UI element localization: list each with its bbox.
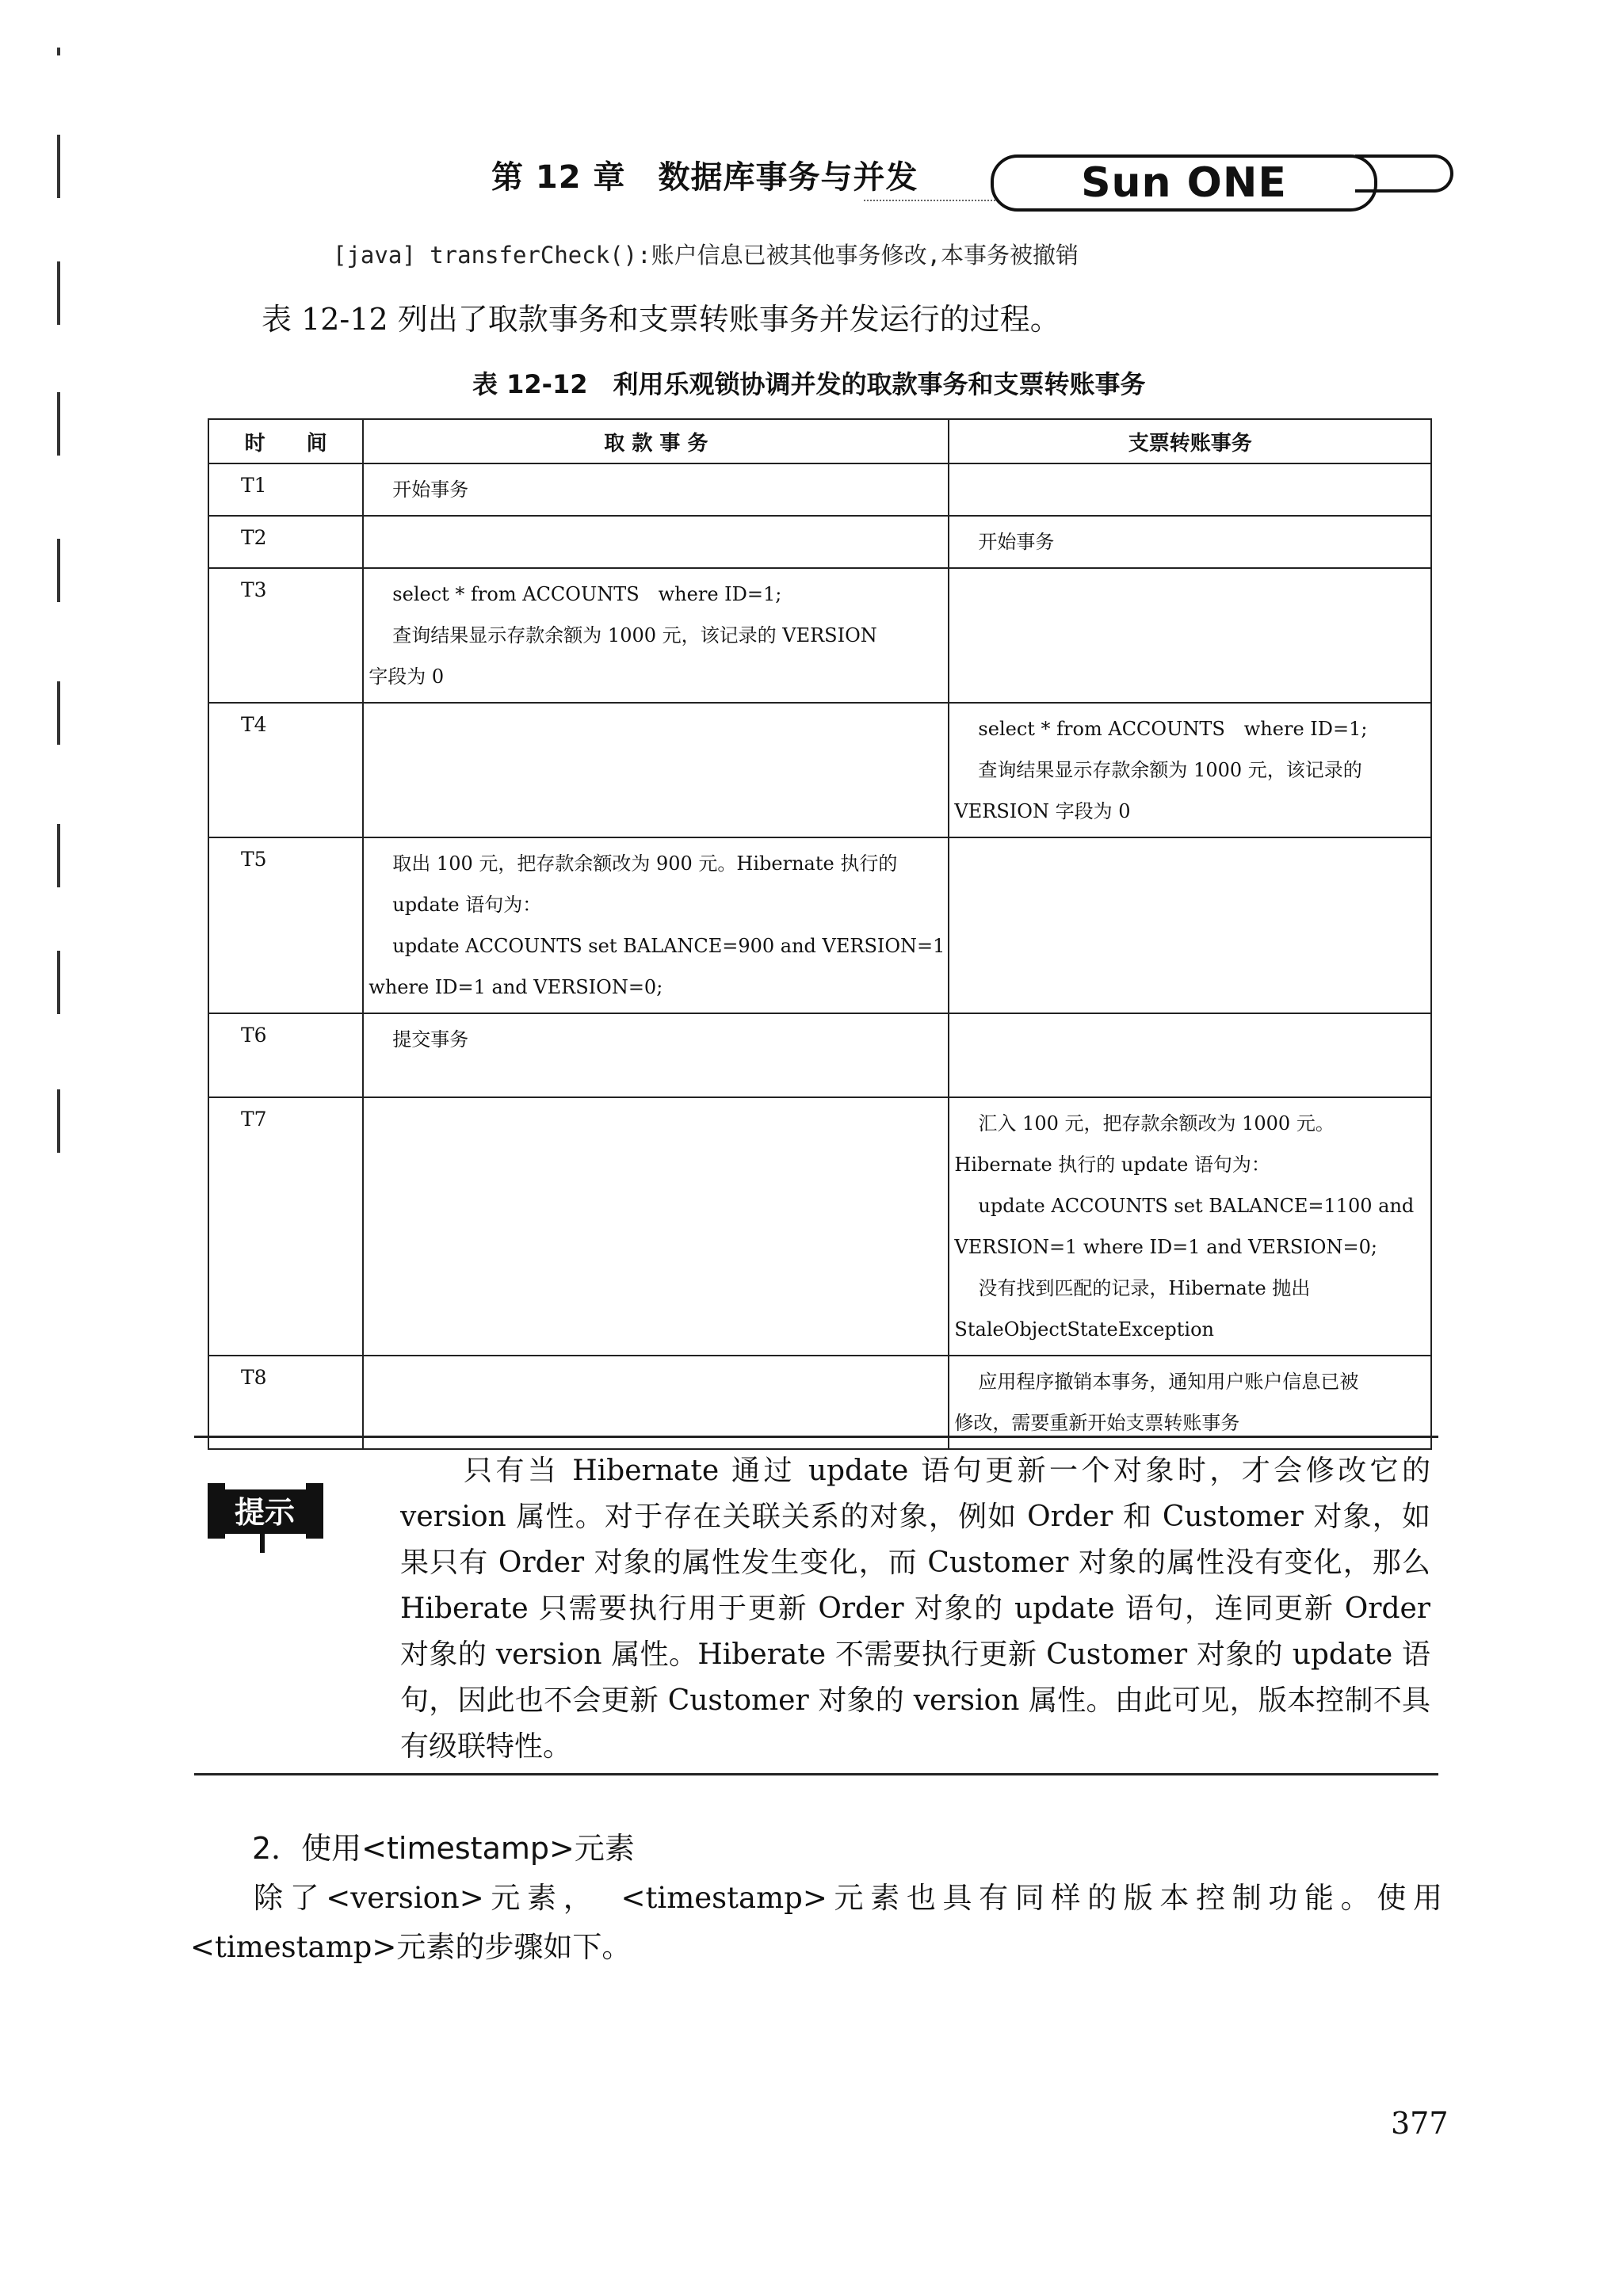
scan-margin-mark [57,261,60,325]
scan-margin-mark [57,539,60,602]
table-row [208,837,1431,1013]
header-time: 时 间 [208,419,363,463]
transfer-cell [949,837,1431,1013]
tip-text [400,1448,1430,1770]
scan-margin-mark [57,681,60,745]
tip-top-rule [194,1436,1438,1438]
transfer-line: update ACCOUNTS set BALANCE=1100 and [978,1195,1415,1217]
time-cell: T5 [208,837,363,1013]
transfer-line: VERSION 字段为 0 [954,800,1131,822]
scan-margin-mark [57,48,60,55]
transfer-line: VERSION=1 where ID=1 and VERSION=0; [954,1236,1377,1258]
page-number: 377 [1391,2106,1449,2141]
transfer-cell [949,703,1431,837]
withdraw-cell [363,1013,949,1097]
logo-text: Sun ONE [1081,159,1287,207]
table-row [208,1013,1431,1097]
intro-paragraph: 表 12-12 列出了取款事务和支票转账事务并发运行的过程。 [262,302,1060,337]
transfer-cell [949,1013,1431,1097]
withdraw-line: update 语句为： [392,894,542,916]
table-row [208,568,1431,703]
logo-tail [1355,154,1453,193]
tip-icon-label: 提示 [234,1495,296,1530]
withdraw-line: 取出 100 元，把存款余额改为 900 元。Hibernate 执行的 [392,852,898,875]
table-row [208,703,1431,837]
time-cell: T6 [208,1013,363,1097]
time-cell: T3 [208,568,363,703]
transfer-line: 开始事务 [978,531,1055,553]
withdraw-line: 开始事务 [392,479,469,501]
transfer-line: 修改，需要重新开始支票转账事务 [954,1412,1240,1434]
time-cell: T4 [208,703,363,837]
scan-margin-mark [57,135,60,198]
tip-bottom-rule [194,1773,1438,1775]
scan-margin-mark [57,951,60,1014]
transaction-table [208,418,1432,1450]
transfer-cell [949,516,1431,568]
withdraw-cell [363,463,949,516]
sun-one-logo [991,154,1450,210]
withdraw-line: 查询结果显示存款余额为 1000 元，该记录的 VERSION [392,624,877,646]
transfer-line: 没有找到匹配的记录，Hibernate 抛出 [978,1277,1311,1299]
withdraw-cell [363,516,949,568]
transfer-line: 汇入 100 元，把存款余额改为 1000 元。 [978,1112,1335,1135]
table-row [208,1097,1431,1356]
table-caption: 表 12-12 利用乐观锁协调并发的取款事务和支票转账事务 [472,369,1146,399]
time-cell: T8 [208,1356,363,1449]
withdraw-line: select * from ACCOUNTS where ID=1; [392,583,782,605]
withdraw-line: where ID=1 and VERSION=0; [369,976,663,998]
header-dotted-line [864,200,999,201]
scan-margin-mark [57,1089,60,1153]
transfer-line: Hibernate 执行的 update 语句为： [954,1154,1270,1176]
transfer-cell [949,568,1431,703]
withdraw-cell [363,837,949,1013]
time-cell: T2 [208,516,363,568]
table-header-row [208,419,1431,463]
section-paragraph: 除了<version>元素， <timestamp>元素也具有同样的版本控制功能。使用<timestamp>元素的步骤如下。 [190,1881,1442,1964]
time-cell: T1 [208,463,363,516]
section-heading: 2．使用<timestamp>元素 [252,1831,635,1866]
transfer-cell [949,463,1431,516]
withdraw-line: 提交事务 [392,1028,469,1051]
logo-capsule [991,154,1377,212]
table-row [208,516,1431,568]
tip-paragraph: 只有当 Hibernate 通过 update 语句更新一个对象时，才会修改它的 version 属性。对于存在关联关系的对象，例如 Order 和 Customer 对象，如果只有 Order 对象的属性发生变化，而 Customer 对象的属性没有变化，那么 Hiberate 只需要执行用于更新 Order 对象的 update 语句，连同更新 Order 对象的 version 属性。Hiberate 不需要执行更新 Customer 对象的 update 语句，因此也不会更新 Customer 对象的 version 属性。由此可见，版本控制不具有级联特性。 [400,1455,1430,1763]
chapter-title: 第 12 章 数据库事务与并发 [491,159,918,196]
withdraw-cell [363,1097,949,1356]
withdraw-cell [363,568,949,703]
table-row [208,463,1431,516]
withdraw-line: update ACCOUNTS set BALANCE=900 and VERSION=1 [392,935,945,957]
scan-margin-mark [57,392,60,456]
transfer-line: select * from ACCOUNTS where ID=1; [978,718,1368,740]
withdraw-line: 字段为 0 [369,666,445,688]
header-withdraw: 取 款 事 务 [363,419,949,463]
transfer-line: StaleObjectStateException [954,1318,1214,1341]
withdraw-cell [363,703,949,837]
tip-icon [208,1475,334,1554]
time-cell: T7 [208,1097,363,1356]
scan-margin-mark [57,824,60,887]
transfer-line: 应用程序撤销本事务，通知用户账户信息已被 [978,1371,1359,1393]
transfer-line: 查询结果显示存款余额为 1000 元，该记录的 [978,759,1362,781]
code-output-line: [java] transferCheck():账户信息已被其他事务修改,本事务被撤销 [333,242,1079,269]
transfer-cell [949,1097,1431,1356]
header-transfer: 支票转账事务 [949,419,1431,463]
